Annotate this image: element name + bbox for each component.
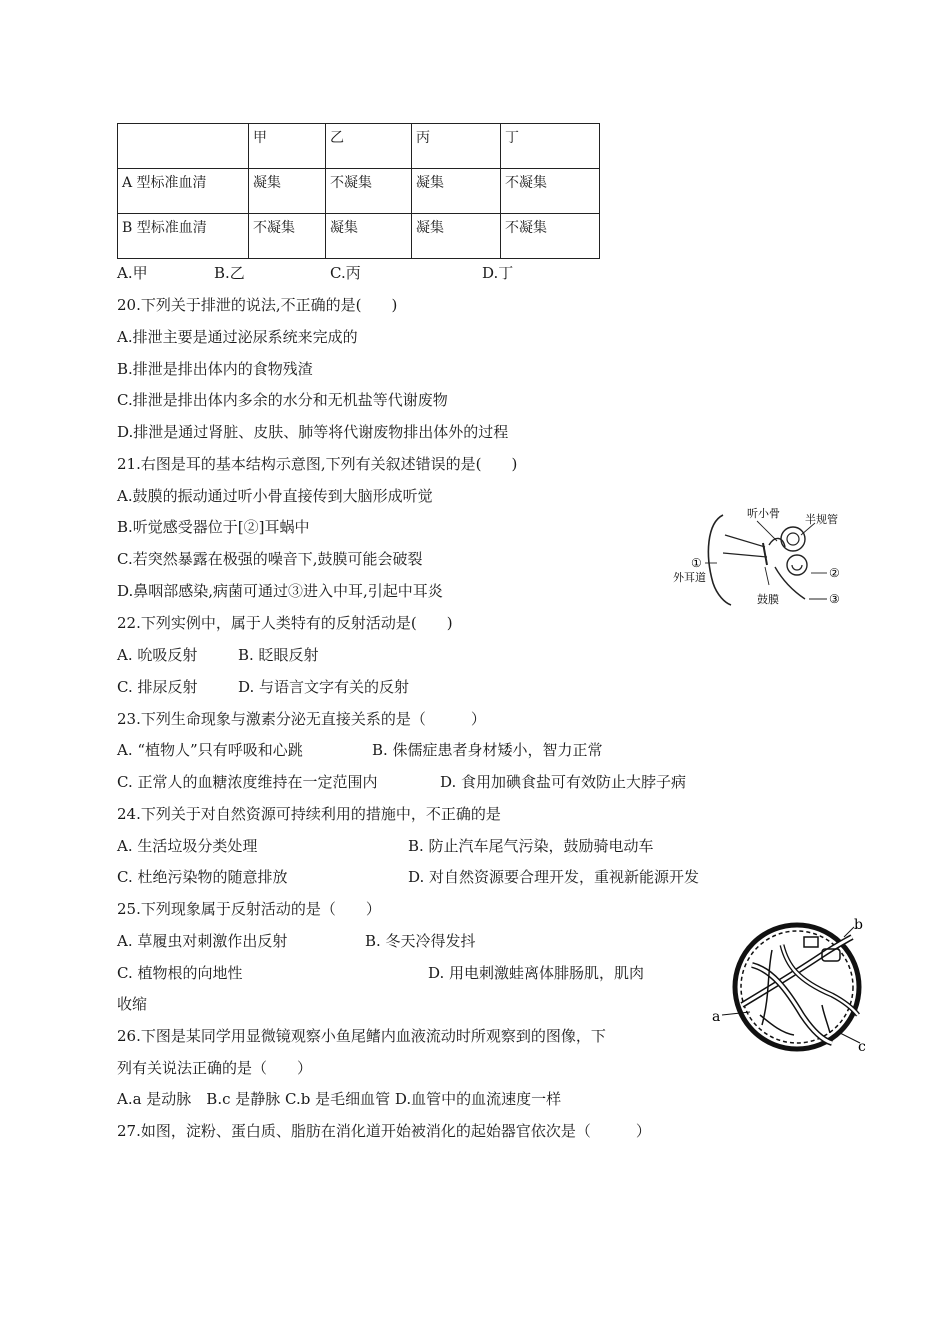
table-cell: 凝集 <box>412 214 501 259</box>
q22-option-a: A. 吮吸反射 <box>117 646 198 664</box>
label-1: ① <box>691 556 702 570</box>
q25-option-d: D. 用电刺激蛙离体腓肠肌，肌肉 <box>428 964 645 982</box>
q24-option-c: C. 杜绝污染物的随意排放 <box>117 868 288 886</box>
q21-option-c: C.若突然暴露在极强的噪音下,鼓膜可能会破裂 <box>117 550 423 568</box>
label-c: c <box>858 1039 866 1055</box>
q20-option-d: D.排泄是通过肾脏、皮肤、肺等将代谢废物排出体外的过程 <box>117 423 509 441</box>
table-row <box>118 124 600 169</box>
q24-option-a: A. 生活垃圾分类处理 <box>117 837 258 855</box>
q22-option-c: C. 排尿反射 <box>117 678 198 696</box>
label-eardrum: 鼓膜 <box>757 593 779 606</box>
table-row-label: B 型标准血清 <box>118 214 249 259</box>
table-cell <box>118 124 249 169</box>
fish-tail-blood-flow-figure <box>712 915 872 1060</box>
label-a: a <box>712 1009 721 1025</box>
q19-option-d: D.丁 <box>482 264 514 282</box>
q19-option-c: C.丙 <box>330 264 361 282</box>
q23-stem: 23.下列生命现象与激素分泌无直接关系的是（ ） <box>117 710 486 728</box>
q20-option-c: C.排泄是排出体内多余的水分和无机盐等代谢废物 <box>117 391 448 409</box>
q26-stem-line1: 26.下图是某同学用显微镜观察小鱼尾鳍内血液流动时所观察到的图像，下 <box>117 1027 606 1045</box>
q26-stem-line2: 列有关说法正确的是（ ） <box>117 1059 313 1077</box>
label-ossicles: 听小骨 <box>747 507 780 520</box>
ear-structure-figure <box>665 495 855 615</box>
label-semicircular-canals: 半规管 <box>805 513 838 526</box>
q22-option-d: D. 与语言文字有关的反射 <box>238 678 410 696</box>
table-row <box>118 214 600 259</box>
table-cell: 不凝集 <box>501 169 600 214</box>
table-header-cell: 乙 <box>326 124 412 169</box>
q21-option-b: B.听觉感受器位于[②]耳蜗中 <box>117 518 310 536</box>
table-header-cell: 甲 <box>249 124 326 169</box>
label-ear-canal: 外耳道 <box>673 571 706 584</box>
table-cell: 凝集 <box>326 214 412 259</box>
q20-option-a: A.排泄主要是通过泌尿系统来完成的 <box>117 328 358 346</box>
q22-option-b: B. 眨眼反射 <box>238 646 319 664</box>
label-2: ② <box>829 566 840 580</box>
table-cell: 不凝集 <box>326 169 412 214</box>
q19-option-a: A.甲 <box>117 264 148 282</box>
q27-stem: 27.如图，淀粉、蛋白质、脂肪在消化道开始被消化的起始器官依次是（ ） <box>117 1122 651 1140</box>
table-header-cell: 丙 <box>412 124 501 169</box>
blood-type-table <box>117 123 600 259</box>
q22-stem: 22.下列实例中，属于人类特有的反射活动是( ) <box>117 614 453 632</box>
table-cell: 不凝集 <box>501 214 600 259</box>
q23-option-d: D. 食用加碘食盐可有效防止大脖子病 <box>440 773 687 791</box>
q21-option-d: D.鼻咽部感染,病菌可通过③进入中耳,引起中耳炎 <box>117 582 443 600</box>
q19-option-b: B.乙 <box>214 264 245 282</box>
q25-option-a: A. 草履虫对刺激作出反射 <box>117 932 288 950</box>
q20-option-b: B.排泄是排出体内的食物残渣 <box>117 360 313 378</box>
q26-options: A.a 是动脉 B.c 是静脉 C.b 是毛细血管 D.血管中的血流速度一样 <box>117 1090 562 1108</box>
q23-option-a: A. “植物人”只有呼吸和心跳 <box>117 741 303 759</box>
q23-option-c: C. 正常人的血糖浓度维持在一定范围内 <box>117 773 378 791</box>
q25-option-c: C. 植物根的向地性 <box>117 964 243 982</box>
q24-stem: 24.下列关于对自然资源可持续利用的措施中，不正确的是 <box>117 805 501 823</box>
table-cell: 凝集 <box>412 169 501 214</box>
table-row <box>118 169 600 214</box>
q25-stem: 25.下列现象属于反射活动的是（ ） <box>117 900 381 918</box>
q24-option-d: D. 对自然资源要合理开发，重视新能源开发 <box>408 868 700 886</box>
table-row-label: A 型标准血清 <box>118 169 249 214</box>
q25-option-d-continued: 收缩 <box>117 995 148 1013</box>
label-b: b <box>854 917 863 933</box>
q20-stem: 20.下列关于排泄的说法,不正确的是( ) <box>117 296 398 314</box>
q21-stem: 21.右图是耳的基本结构示意图,下列有关叙述错误的是( ) <box>117 455 518 473</box>
table-cell: 凝集 <box>249 169 326 214</box>
label-3: ③ <box>829 592 840 606</box>
q25-option-b: B. 冬天冷得发抖 <box>365 932 476 950</box>
q23-option-b: B. 侏儒症患者身材矮小，智力正常 <box>372 741 603 759</box>
q24-option-b: B. 防止汽车尾气污染，鼓励骑电动车 <box>408 837 654 855</box>
table-cell: 不凝集 <box>249 214 326 259</box>
table-header-cell: 丁 <box>501 124 600 169</box>
q21-option-a: A.鼓膜的振动通过听小骨直接传到大脑形成听觉 <box>117 487 433 505</box>
